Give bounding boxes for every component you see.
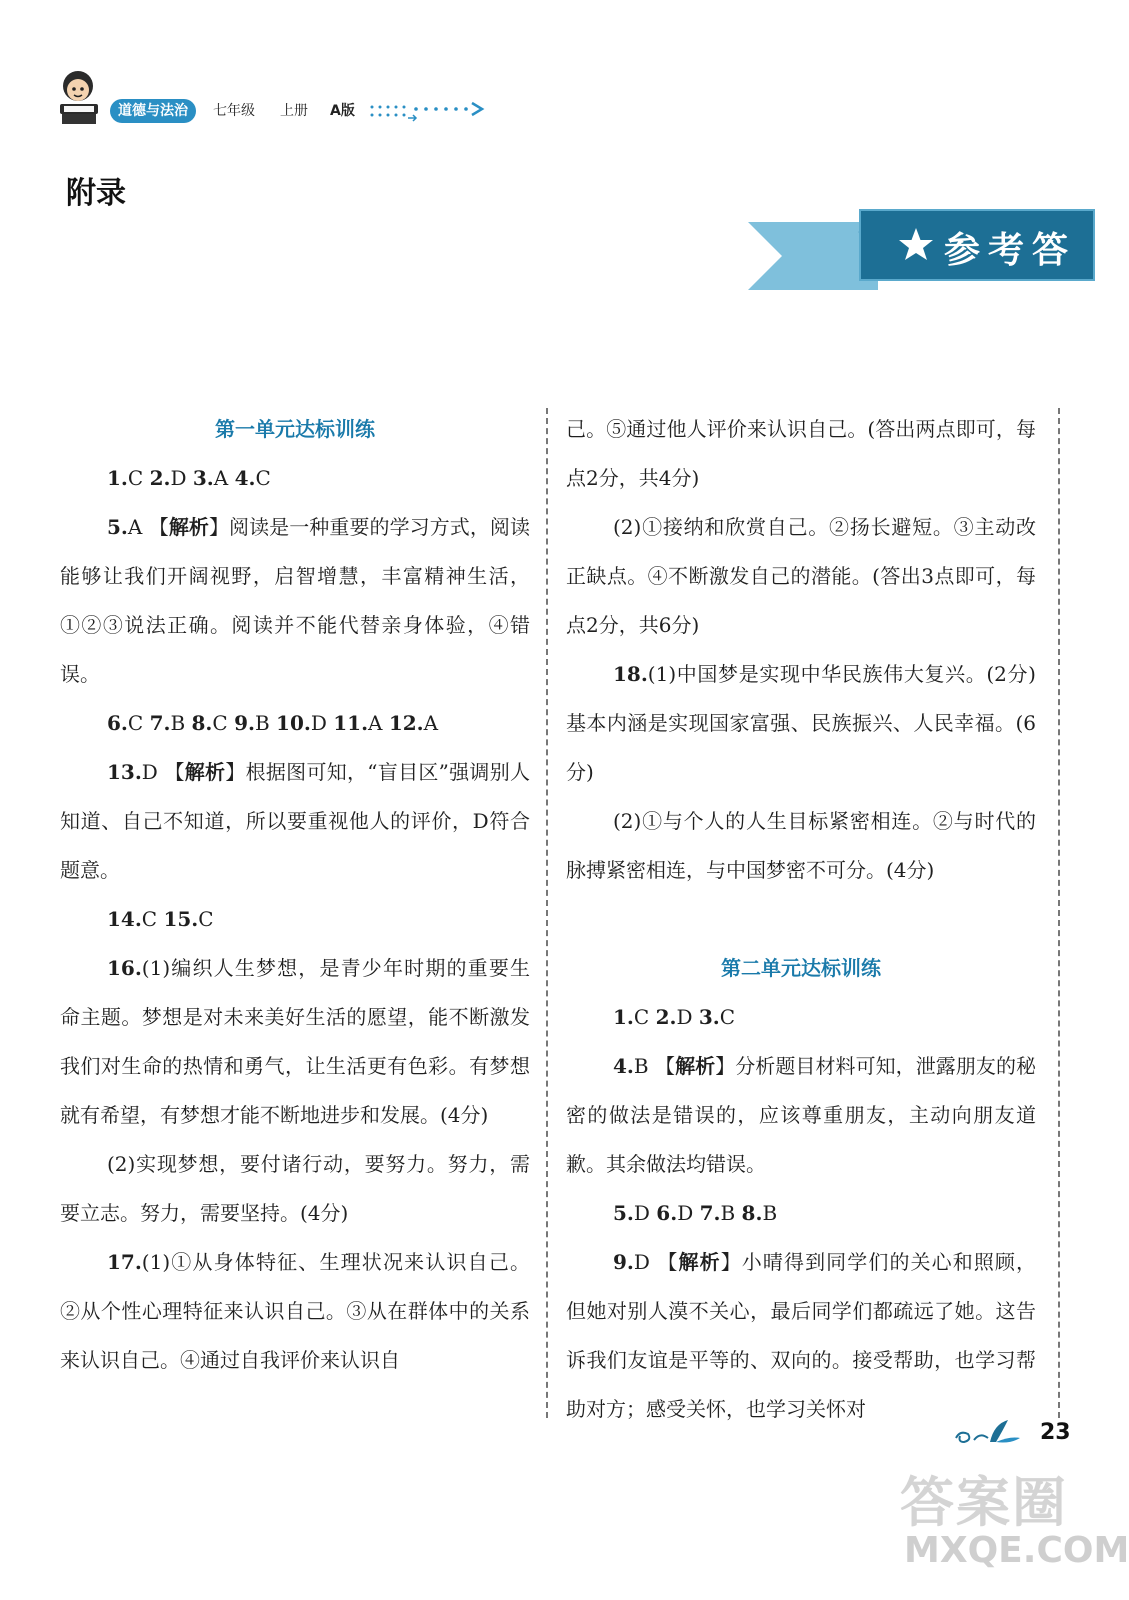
answer-text: B	[170, 711, 192, 735]
question-number: 7.	[149, 711, 171, 735]
answer-text: B	[762, 1201, 778, 1225]
answer-text: (2)实现梦想，要付诸行动，要努力。努力，需要立志。努力，需要坚持。(4分)	[60, 1152, 530, 1225]
question-number: 6.	[107, 711, 128, 735]
answer-text: C	[127, 466, 150, 490]
question-number: 15.	[163, 907, 199, 931]
left-column	[60, 405, 530, 1385]
answer-text: (1)编织人生梦想，是青少年时期的重要生命主题。梦想是对未来美好生活的愿望，能不断激发我们对生命的热情和勇气，让生活更有色彩。有梦想就有希望，有梦想才能不断地进步和发展。(4分)	[60, 956, 530, 1127]
question-number: 4.	[613, 1054, 634, 1078]
answer-text: C	[255, 466, 271, 490]
question-number: 11.	[333, 711, 369, 735]
answer-text: C	[198, 907, 214, 931]
question-number: 2.	[655, 1005, 677, 1029]
answer-text: D	[633, 1201, 657, 1225]
question-number: 14.	[107, 907, 142, 931]
subject-badge: 道德与法治	[110, 99, 196, 123]
answer-text: 】小晴得到同学们的关心和照顾，但她对别人漠不关心，最后同学们都疏远了她。这告诉我们友谊是平等的、双向的。接受帮助，也学习帮助对方；感受关怀，也学习关怀对	[566, 1250, 1037, 1421]
question-number: 解析	[168, 515, 209, 539]
answer-q18-1	[566, 650, 1036, 797]
answer-q5	[60, 503, 530, 699]
answer-text: D	[676, 1005, 699, 1029]
answer-q16-2	[60, 1140, 530, 1238]
unit-1-answers-continued	[566, 405, 1036, 895]
appendix-title: 附录	[66, 176, 126, 211]
answer-text: A	[368, 711, 389, 735]
question-number: 7.	[699, 1201, 721, 1225]
question-number: 2.	[149, 466, 171, 490]
question-number: 3.	[698, 1005, 720, 1029]
dotted-arrow-icon	[368, 98, 488, 124]
answer-text: D	[677, 1201, 700, 1225]
answer-u2-q1-3	[566, 993, 1036, 1042]
answer-text: C	[633, 1005, 656, 1029]
answer-u2-q5-8	[566, 1189, 1036, 1238]
answer-text: (1)①从身体特征、生理状况来认识自己。②从个性心理特征来认识自己。③从在群体中的关系来认识自己。④通过自我评价来认识自	[60, 1250, 530, 1372]
answer-text: B 【	[633, 1054, 676, 1078]
answer-text: D	[310, 711, 334, 735]
question-number: 5.	[107, 515, 128, 539]
question-number: 5.	[613, 1201, 634, 1225]
banner-text: 参考答	[944, 229, 1077, 271]
question-number: 8.	[191, 711, 213, 735]
answer-text: D 【	[141, 760, 185, 784]
watermark-url: MXQE.COM	[904, 1530, 1129, 1571]
question-number: 9.	[613, 1250, 634, 1274]
answer-text: 己。⑤通过他人评价来认识自己。(答出两点即可，每点2分，共4分)	[566, 417, 1036, 490]
answer-q18-2	[566, 797, 1036, 895]
question-number: 4.	[234, 466, 256, 490]
answer-q17-2	[566, 503, 1036, 650]
answer-text: C	[719, 1005, 736, 1029]
mascot-reading-icon	[54, 66, 104, 128]
answer-text: A	[213, 466, 235, 490]
answer-u2-q9	[566, 1238, 1036, 1434]
answer-text: (2)①接纳和欣赏自己。②扬长避短。③主动改正缺点。④不断激发自己的潜能。(答出3点即可，每点2分，共6分)	[566, 515, 1036, 637]
question-number: 解析	[184, 760, 226, 784]
answer-text: A 【	[127, 515, 169, 539]
answer-u2-q4	[566, 1042, 1036, 1189]
question-number: 17.	[107, 1250, 142, 1274]
answer-q14-15	[60, 895, 530, 944]
watermark-text: 答案圈	[900, 1471, 1068, 1534]
answer-text: 】根据图可知，“盲目区”强调别人知道、自己不知道，所以要重视他人的评价，D符合题意。	[60, 760, 530, 882]
answer-text: C	[127, 711, 150, 735]
unit-2-answers	[566, 993, 1036, 1434]
question-number: 13.	[107, 760, 142, 784]
watermark-logo	[900, 1460, 1129, 1590]
page-number: 23	[1040, 1420, 1071, 1445]
answer-q1-4	[60, 454, 530, 503]
column-divider	[1058, 408, 1060, 1418]
answer-text: B	[254, 711, 277, 735]
question-number: 18.	[613, 662, 648, 686]
question-number: 解析	[675, 1054, 716, 1078]
answer-text: (1)中国梦是实现中华民族伟大复兴。(2分)基本内涵是实现国家富强、民族振兴、人民幸福。(6分)	[566, 662, 1036, 784]
grade-label: 七年级	[213, 103, 255, 119]
leaf-ornament-icon	[950, 1418, 1030, 1448]
answer-text: C	[141, 907, 164, 931]
question-number: 8.	[741, 1201, 763, 1225]
answer-q17-1	[60, 1238, 530, 1385]
answer-text: 】阅读是一种重要的学习方式，阅读能够让我们开阔视野，启智增慧，丰富精神生活，①②③说法正确。阅读并不能代替亲身体验，④错误。	[60, 515, 530, 686]
question-number: 解析	[678, 1250, 721, 1274]
column-divider	[546, 408, 548, 1418]
question-number: 12.	[388, 711, 424, 735]
section-title-unit-2: 第二单元达标训练	[721, 956, 881, 980]
answer-text: D	[170, 466, 193, 490]
answer-text: D 【	[633, 1250, 679, 1274]
answer-text: B	[720, 1201, 742, 1225]
answer-text: (2)①与个人的人生目标紧密相连。②与时代的脉搏紧密相连，与中国梦密不可分。(4分)	[566, 809, 1036, 882]
answer-q6-12	[60, 699, 530, 748]
question-number: 1.	[107, 466, 128, 490]
question-number: 16.	[107, 956, 142, 980]
section-title-unit-1: 第一单元达标训练	[215, 417, 375, 441]
volume-label: 上册	[280, 103, 308, 119]
answer-q17-1-cont	[566, 405, 1036, 503]
question-number: 6.	[656, 1201, 678, 1225]
middle-column	[566, 405, 1036, 1434]
question-number: 3.	[192, 466, 214, 490]
question-number: 10.	[276, 711, 311, 735]
edition-label: A版	[330, 103, 355, 119]
left-answers	[60, 454, 530, 1385]
answer-text: 】分析题目材料可知，泄露朋友的秘密的做法是错误的，应该尊重朋友，主动向朋友道歉。其余做法均错误。	[566, 1054, 1037, 1176]
answer-text: C	[212, 711, 235, 735]
section-gap	[566, 895, 1036, 944]
answer-q13	[60, 748, 530, 895]
question-number: 1.	[613, 1005, 634, 1029]
question-number: 9.	[234, 711, 255, 735]
answer-text: A	[423, 711, 439, 735]
answer-q16-1	[60, 944, 530, 1140]
